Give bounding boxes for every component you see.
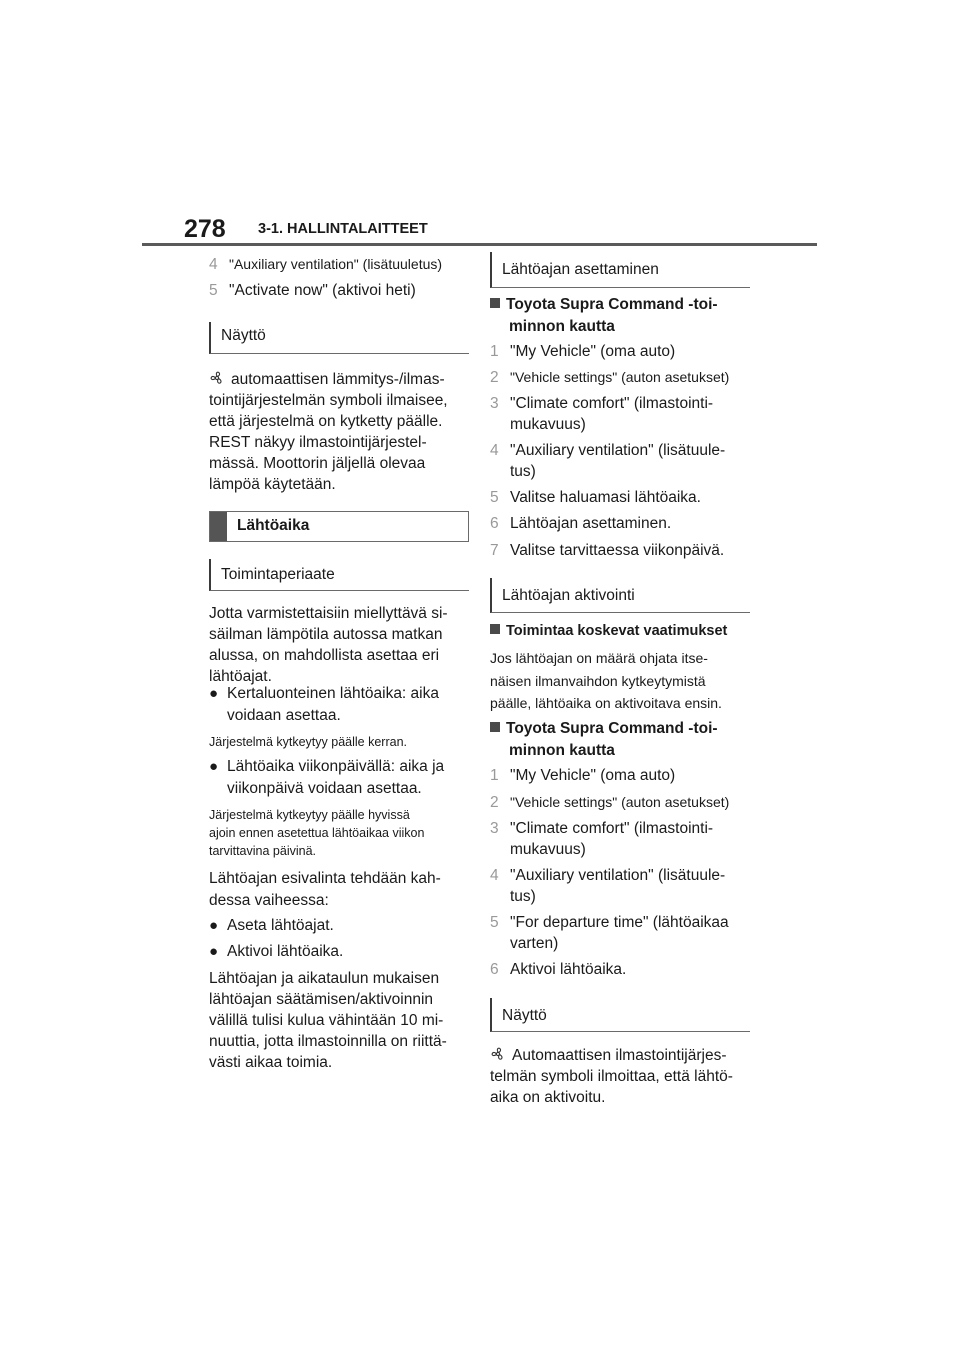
bullet-text: Aktivoi lähtöaika.	[227, 943, 344, 960]
step-item	[490, 440, 725, 482]
bullet-item	[209, 915, 334, 937]
step-item	[490, 513, 671, 534]
step-text: "Climate comfort" (ilmastointi-	[510, 820, 714, 837]
step-number: 1	[490, 343, 499, 360]
final-line: välillä tulisi kulua vähintään 10 mi-	[209, 1012, 444, 1029]
jos-line: päälle, lähtöaika on aktivoitava ensin.	[490, 695, 722, 711]
step-item	[490, 367, 729, 388]
section-heading-lahtoaika	[209, 511, 469, 542]
chapter-title: 3-1. HALLINTALAITTEET	[258, 221, 428, 237]
step-text: "Auxiliary ventilation" (lisätuule-	[510, 867, 726, 884]
fan-icon	[209, 370, 225, 386]
jotta-line: Jotta varmistettaisiin miellyttävä si-	[209, 605, 448, 622]
section-heading-label: Lähtöajan asettaminen	[502, 261, 659, 278]
bullet-icon: ●	[209, 917, 219, 934]
step-item	[209, 254, 442, 275]
bullet-text: Kertaluonteinen lähtöaika: aika	[227, 685, 439, 702]
note-line: ajoin ennen asetettua lähtöaikaa viikon	[209, 826, 425, 840]
step-text: "Auxiliary ventilation" (lisätuule-	[510, 442, 726, 459]
section-heading-label: Lähtöajan aktivointi	[502, 587, 635, 604]
step-text: varten)	[510, 935, 559, 952]
step-item	[490, 393, 713, 435]
section-heading-toimintaperiaate	[209, 559, 469, 591]
esivalinta-paragraph	[209, 868, 474, 912]
final-line: nuuttia, jotta ilmastoinnilla on riittä-	[209, 1033, 447, 1050]
final-paragraph	[209, 968, 474, 1073]
auto-line: telmän symboli ilmoittaa, että lähtö-	[490, 1068, 733, 1085]
section-heading-naytto-2	[490, 998, 750, 1032]
bullet-icon: ●	[209, 943, 219, 960]
esivalinta-line: dessa vaiheessa:	[209, 892, 329, 909]
step-number: 5	[490, 914, 499, 931]
step-number: 4	[490, 442, 499, 459]
step-item	[490, 792, 729, 813]
bullet-item	[209, 941, 343, 963]
bullet-icon: ●	[209, 685, 219, 702]
section-heading-naytto	[209, 322, 469, 354]
subsection-heading-line: minnon kautta	[509, 742, 615, 759]
esivalinta-line: Lähtöajan esivalinta tehdään kah-	[209, 870, 441, 887]
auto-line: Automaattisen ilmastointijärjes-	[512, 1047, 727, 1064]
step-number: 3	[490, 395, 499, 412]
subsection-heading-line: Toyota Supra Command -toi-	[506, 296, 718, 313]
square-bullet-icon	[490, 624, 500, 634]
step-text: "Vehicle settings" (auton asetukset)	[510, 794, 730, 810]
auto-symbol-paragraph	[490, 1045, 755, 1108]
step-number: 1	[490, 767, 499, 784]
jotta-line: lähtöajat.	[209, 668, 272, 685]
rest-line: lämpöä käytetään.	[209, 476, 336, 493]
step-text: "Vehicle settings" (auton asetukset)	[510, 369, 730, 385]
jos-paragraph	[490, 647, 755, 715]
step-item	[490, 540, 724, 561]
step-number: 4	[209, 256, 218, 273]
jos-line: näisen ilmanvaihdon kytkeytymistä	[490, 672, 706, 689]
note-paragraph	[209, 806, 424, 860]
step-text: tus)	[510, 888, 536, 905]
section-heading-label: Lähtöaika	[237, 517, 310, 534]
step-item	[490, 959, 626, 980]
bullet-item	[209, 683, 439, 727]
fan-text-line: automaattisen lämmitys-/ilmas-	[231, 371, 445, 388]
step-number: 5	[209, 282, 218, 299]
jotta-line: alussa, on mahdollista asettaa eri	[209, 647, 440, 664]
step-number: 2	[490, 794, 499, 811]
step-number: 6	[490, 961, 499, 978]
fan-symbol-paragraph	[209, 369, 474, 432]
step-number: 5	[490, 489, 499, 506]
final-line: Lähtöajan ja aikataulun mukaisen	[209, 970, 440, 987]
subsection-heading	[490, 718, 718, 762]
final-line: lähtöajan säätämisen/aktivoinnin	[209, 991, 434, 1008]
jotta-paragraph	[209, 603, 474, 687]
step-number: 3	[490, 820, 499, 837]
bullet-text: Lähtöaika viikonpäivällä: aika ja	[227, 758, 445, 775]
bullet-item	[209, 756, 444, 800]
note-line: tarvittavina päivinä.	[209, 844, 317, 858]
bullet-icon: ●	[209, 758, 219, 775]
step-text: mukavuus)	[510, 416, 586, 433]
square-bullet-icon	[490, 298, 500, 308]
fan-icon	[490, 1046, 506, 1062]
subsection-heading	[490, 620, 727, 642]
fan-text-line: että järjestelmä on kytketty päälle.	[209, 413, 443, 430]
step-text: mukavuus)	[510, 841, 586, 858]
auto-line: aika on aktivoitu.	[490, 1089, 606, 1106]
step-number: 6	[490, 515, 499, 532]
step-item	[490, 912, 729, 954]
step-number: 4	[490, 867, 499, 884]
section-heading-label: Näyttö	[502, 1007, 547, 1024]
final-line: västi aikaa toimia.	[209, 1054, 333, 1071]
step-item	[209, 280, 416, 301]
step-text: "My Vehicle" (oma auto)	[510, 767, 676, 784]
step-item	[490, 765, 675, 786]
step-text: "For departure time" (lähtöaikaa	[510, 914, 729, 931]
jos-line: Jos lähtöajan on määrä ohjata itse-	[490, 650, 708, 666]
rest-paragraph	[209, 432, 474, 495]
step-text: Aktivoi lähtöaika.	[510, 961, 627, 978]
bullet-text: viikonpäivä voidaan asettaa.	[227, 780, 422, 797]
header-divider	[142, 243, 817, 246]
step-item	[490, 341, 675, 362]
step-item	[490, 818, 713, 860]
bullet-text: voidaan asettaa.	[227, 707, 341, 724]
step-text: Lähtöajan asettaminen.	[510, 515, 672, 532]
section-heading-aktivointi	[490, 578, 750, 613]
jotta-line: säilman lämpötila autossa matkan	[209, 626, 443, 643]
rest-line: mässä. Moottorin jäljellä olevaa	[209, 455, 426, 472]
subsection-heading-line: minnon kautta	[509, 318, 615, 335]
bullet-text: Aseta lähtöajat.	[227, 917, 334, 934]
step-item	[490, 487, 701, 508]
step-text: "Climate comfort" (ilmastointi-	[510, 395, 714, 412]
subsection-heading-line: Toyota Supra Command -toi-	[506, 720, 718, 737]
step-item	[490, 865, 725, 907]
fan-text-line: tointijärjestelmän symboli ilmaisee,	[209, 392, 448, 409]
note-line: Järjestelmä kytkeytyy päälle hyvissä	[209, 808, 410, 822]
subsection-heading-line: Toimintaa koskevat vaatimukset	[506, 623, 728, 639]
section-heading-label: Toimintaperiaate	[221, 566, 335, 583]
step-text: tus)	[510, 463, 536, 480]
section-heading-asettaminen	[490, 252, 750, 288]
rest-line: REST näkyy ilmastointijärjestel-	[209, 434, 427, 451]
step-text: "Activate now" (aktivoi heti)	[229, 282, 416, 299]
subsection-heading	[490, 294, 718, 338]
step-text: "My Vehicle" (oma auto)	[510, 343, 676, 360]
heading-marker	[210, 512, 227, 541]
step-number: 7	[490, 542, 499, 559]
section-heading-label: Näyttö	[221, 327, 266, 344]
square-bullet-icon	[490, 722, 500, 732]
step-number: 2	[490, 369, 499, 386]
page-number: 278	[184, 215, 226, 243]
step-text: "Auxiliary ventilation" (lisätuuletus)	[229, 256, 443, 272]
step-text: Valitse haluamasi lähtöaika.	[510, 489, 701, 506]
step-text: Valitse tarvittaessa viikonpäivä.	[510, 542, 725, 559]
note-text: Järjestelmä kytkeytyy päälle kerran.	[209, 735, 407, 749]
